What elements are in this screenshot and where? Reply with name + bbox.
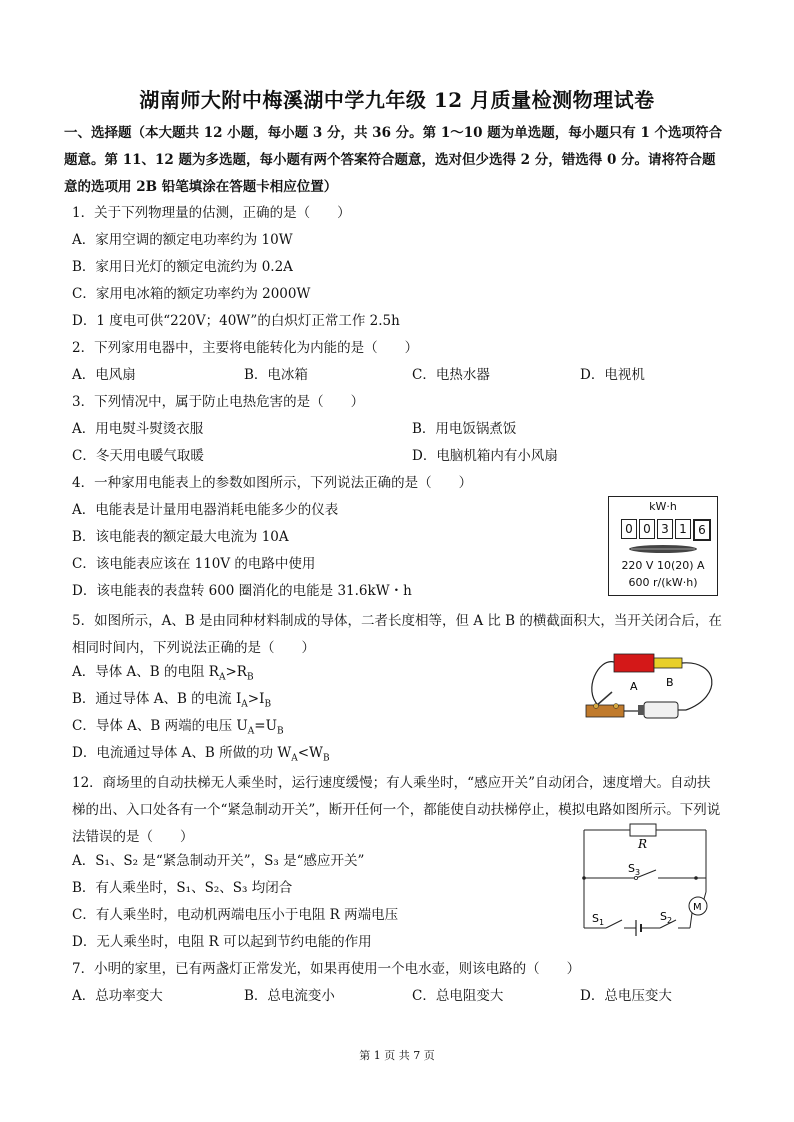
motor-label: M <box>693 902 702 913</box>
question-3-stem: 3．下列情况中，属于防止电热危害的是（ ） <box>72 394 365 410</box>
meter-spec-voltage-current: 220 V 10(20) A <box>621 559 705 572</box>
resistor-label: R <box>638 837 648 851</box>
conductor-circuit-figure <box>578 650 724 726</box>
meter-digit: 3 <box>657 519 673 539</box>
question-3-option-a: A．用电熨斗熨烫衣服 <box>72 421 204 437</box>
question-4-option-a: A．电能表是计量用电器消耗电能多少的仪表 <box>72 502 339 518</box>
question-1-option-b: B．家用日光灯的额定电流约为 0.2A <box>72 259 293 275</box>
energy-meter-figure <box>608 496 718 596</box>
label-b: B <box>666 676 674 689</box>
question-12-option-b: B．有人乘坐时，S₁、S₂、S₃ 均闭合 <box>72 880 293 896</box>
question-1-option-c: C．家用电冰箱的额定功率约为 2000W <box>72 286 311 302</box>
question-1-stem: 1．关于下列物理量的估测，正确的是（ ） <box>72 205 351 221</box>
question-2-option-c: C．电热水器 <box>412 367 490 383</box>
meter-digits <box>621 519 713 541</box>
question-7-option-a: A．总功率变大 <box>72 988 163 1004</box>
question-12-stem: 12．商场里的自动扶梯无人乘坐时，运行速度缓慢；有人乘坐时，“感应开关”自动闭合，速度增大。自动扶梯的出、入口处各有一个“紧急制动开关”，断开任何一个，都能使自动扶梯停止，模拟电路如图所示。下列说法错误的是（ ） <box>72 775 721 845</box>
section-heading: 一、选择题（本大题共 12 小题，每小题 3 分，共 36 分。第 1～10 题为单选题，每小题只有 1 个选项符合题意。第 11、12 题为多选题，每小题有两个答案符合题意，选对但少选得 2 分，错选得 0 分。请将符合题意的选项用 2B 铅笔填涂在答题卡相应位置） <box>64 125 723 195</box>
question-3-option-d: D．电脑机箱内有小风扇 <box>412 448 558 464</box>
question-5-stem: 5．如图所示，A、B 是由同种材料制成的导体，二者长度相等，但 A 比 B 的横截面积大，当开关闭合后，在相同时间内，下列说法正确的是（ ） <box>72 613 722 656</box>
question-2-stem: 2．下列家用电器中，主要将电能转化为内能的是（ ） <box>72 340 419 356</box>
question-12-option-a: A．S₁、S₂ 是“紧急制动开关”，S₃ 是“感应开关” <box>72 853 365 869</box>
switch-lever <box>596 692 612 706</box>
meter-digit-decimal: 6 <box>693 519 711 541</box>
meter-digit: 1 <box>675 519 691 539</box>
meter-disc-icon <box>627 543 699 555</box>
page-footer: 第 1 页 共 7 页 <box>359 1049 435 1062</box>
question-1-option-a: A．家用空调的额定电功率约为 10W <box>72 232 293 248</box>
question-2-option-b: B．电冰箱 <box>244 367 308 383</box>
question-12-option-c: C．有人乘坐时，电动机两端电压小于电阻 R 两端电压 <box>72 907 399 923</box>
meter-digit: 0 <box>621 519 637 539</box>
conductor-b <box>654 658 682 668</box>
question-7-option-c: C．总电阻变大 <box>412 988 504 1004</box>
switch-s1-label: $S_1$ <box>592 912 605 927</box>
question-7-option-d: D．总电压变大 <box>580 988 672 1004</box>
question-5-option-a: A．导体 A、B 的电阻 $R_A>R_B$ <box>72 664 254 683</box>
conductor-a <box>614 654 654 672</box>
question-3-option-b: B．用电饭锅煮饭 <box>412 421 517 437</box>
question-5-option-d: D．电流通过导体 A、B 所做的功 $W_A<W_B$ <box>72 745 330 764</box>
switch-s2-label: $S_2$ <box>660 910 673 925</box>
escalator-circuit-figure <box>576 820 716 940</box>
question-1-option-d: D．1 度电可供“220V；40W”的白炽灯正常工作 2.5h <box>72 313 400 329</box>
question-4-stem: 4．一种家用电能表上的参数如图所示，下列说法正确的是（ ） <box>72 475 473 491</box>
exam-title: 湖南师大附中梅溪湖中学九年级 12 月质量检测物理试卷 <box>139 88 655 112</box>
meter-unit: kW·h <box>649 500 677 513</box>
question-2-option-a: A．电风扇 <box>72 367 136 383</box>
meter-spec-revolutions: 600 r/(kW·h) <box>628 576 698 589</box>
question-5-option-b: B．通过导体 A、B 的电流 $I_A>I_B$ <box>72 691 272 710</box>
switch-s3-label: $S_3$ <box>628 862 641 877</box>
question-4-option-c: C．该电能表应该在 110V 的电路中使用 <box>72 556 316 572</box>
question-2-option-d: D．电视机 <box>580 367 645 383</box>
question-3-option-c: C．冬天用电暖气取暖 <box>72 448 204 464</box>
question-12-option-d: D．无人乘坐时，电阻 R 可以起到节约电能的作用 <box>72 934 372 950</box>
meter-digit: 0 <box>639 519 655 539</box>
question-7-stem: 7．小明的家里，已有两盏灯正常发光，如果再使用一个电水壶，则该电路的（ ） <box>72 961 581 977</box>
switch-s1 <box>606 920 622 928</box>
question-5-option-c: C．导体 A、B 两端的电压 $U_A=U_B$ <box>72 718 284 737</box>
resistor-r <box>630 824 656 836</box>
question-4-option-b: B．该电能表的额定最大电流为 10A <box>72 529 289 545</box>
question-7-option-b: B．总电流变小 <box>244 988 335 1004</box>
question-4-option-d: D．该电能表的表盘转 600 圈消化的电能是 31.6kW・h <box>72 583 412 599</box>
battery-icon <box>644 702 678 718</box>
label-a: A <box>630 680 638 693</box>
